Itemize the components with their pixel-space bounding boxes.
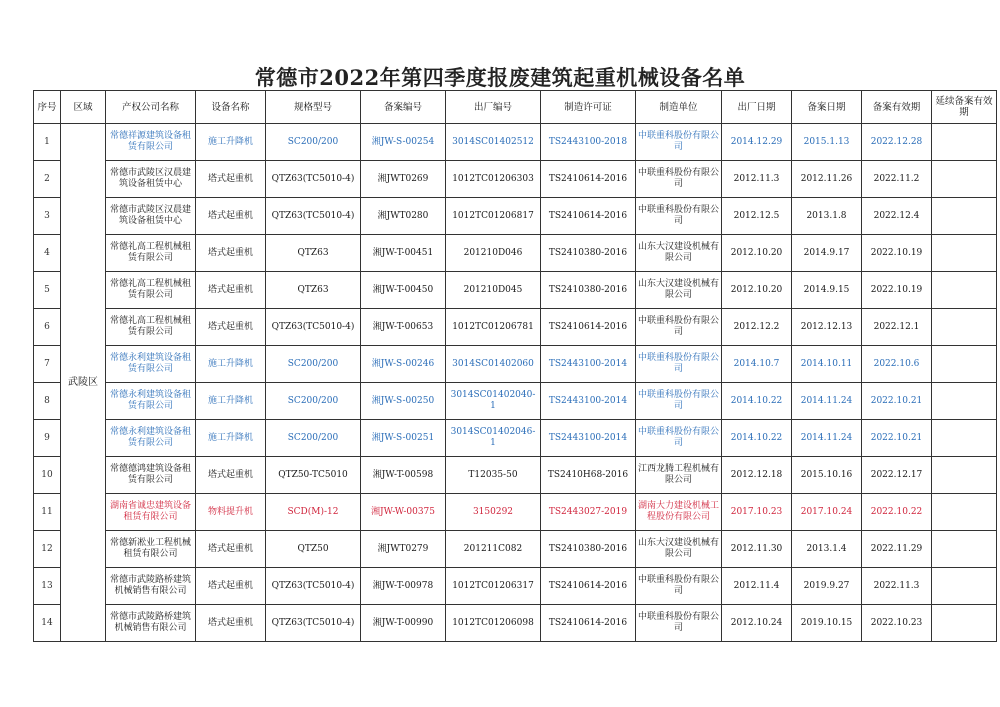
- equipment-cell: 塔式起重机: [196, 198, 266, 235]
- equipment-cell: 塔式起重机: [196, 568, 266, 605]
- record-date-cell: 2012.12.13: [792, 309, 862, 346]
- model-cell: QTZ50: [266, 531, 361, 568]
- made-date-cell: 2012.10.20: [722, 272, 792, 309]
- company-cell: 常德市武陵区汉晨建筑设备租赁中心: [106, 161, 196, 198]
- factory-no-cell: 3014SC01402060: [446, 346, 541, 383]
- factory-no-cell: 1012TC01206098: [446, 605, 541, 642]
- table-row: [34, 605, 997, 642]
- table-row: [34, 457, 997, 494]
- model-cell: SCD(M)-12: [266, 494, 361, 531]
- extension-cell: [932, 605, 997, 642]
- record-no-cell: 湘JW-S-00250: [361, 383, 446, 420]
- extension-cell: [932, 568, 997, 605]
- record-date-cell: 2015.10.16: [792, 457, 862, 494]
- extension-cell: [932, 346, 997, 383]
- maker-cell: 中联重科股份有限公司: [636, 198, 722, 235]
- model-cell: QTZ50-TC5010: [266, 457, 361, 494]
- model-cell: QTZ63: [266, 235, 361, 272]
- made-date-cell: 2017.10.23: [722, 494, 792, 531]
- row-number-cell: 7: [34, 346, 61, 383]
- extension-cell: [932, 457, 997, 494]
- column-header: 序号: [34, 91, 61, 124]
- company-cell: 常德德鸿建筑设备租赁有限公司: [106, 457, 196, 494]
- made-date-cell: 2012.12.2: [722, 309, 792, 346]
- maker-cell: 山东大汉建设机械有限公司: [636, 272, 722, 309]
- factory-no-cell: 3150292: [446, 494, 541, 531]
- model-cell: QTZ63(TC5010-4): [266, 198, 361, 235]
- maker-cell: 山东大汉建设机械有限公司: [636, 235, 722, 272]
- row-number-cell: 9: [34, 420, 61, 457]
- maker-cell: 中联重科股份有限公司: [636, 383, 722, 420]
- company-cell: 常德礼高工程机械租赁有限公司: [106, 309, 196, 346]
- column-header: 制造许可证: [541, 91, 636, 124]
- factory-no-cell: 201210D046: [446, 235, 541, 272]
- license-cell: TS2410H68-2016: [541, 457, 636, 494]
- record-no-cell: 湘JW-S-00254: [361, 124, 446, 161]
- record-date-cell: 2014.11.24: [792, 383, 862, 420]
- record-no-cell: 湘JW-T-00598: [361, 457, 446, 494]
- valid-date-cell: 2022.12.17: [862, 457, 932, 494]
- row-number-cell: 4: [34, 235, 61, 272]
- record-date-cell: 2019.10.15: [792, 605, 862, 642]
- maker-cell: 中联重科股份有限公司: [636, 420, 722, 457]
- table-row: [34, 161, 997, 198]
- license-cell: TS2410614-2016: [541, 309, 636, 346]
- record-no-cell: 湘JWT0280: [361, 198, 446, 235]
- row-number-cell: 2: [34, 161, 61, 198]
- maker-cell: 山东大汉建设机械有限公司: [636, 531, 722, 568]
- column-header: 备案日期: [792, 91, 862, 124]
- record-date-cell: 2017.10.24: [792, 494, 862, 531]
- factory-no-cell: 201211C082: [446, 531, 541, 568]
- made-date-cell: 2014.10.22: [722, 383, 792, 420]
- record-no-cell: 湘JWT0279: [361, 531, 446, 568]
- table-row: [34, 494, 997, 531]
- model-cell: SC200/200: [266, 346, 361, 383]
- equipment-cell: 塔式起重机: [196, 235, 266, 272]
- model-cell: SC200/200: [266, 124, 361, 161]
- equipment-cell: 塔式起重机: [196, 161, 266, 198]
- row-number-cell: 6: [34, 309, 61, 346]
- valid-date-cell: 2022.10.22: [862, 494, 932, 531]
- model-cell: SC200/200: [266, 383, 361, 420]
- column-header: 规格型号: [266, 91, 361, 124]
- row-number-cell: 8: [34, 383, 61, 420]
- license-cell: TS2410614-2016: [541, 198, 636, 235]
- equipment-cell: 施工升降机: [196, 420, 266, 457]
- record-date-cell: 2015.1.13: [792, 124, 862, 161]
- maker-cell: 中联重科股份有限公司: [636, 605, 722, 642]
- record-date-cell: 2014.9.17: [792, 235, 862, 272]
- made-date-cell: 2014.12.29: [722, 124, 792, 161]
- record-no-cell: 湘JW-S-00246: [361, 346, 446, 383]
- valid-date-cell: 2022.11.29: [862, 531, 932, 568]
- license-cell: TS2410614-2016: [541, 605, 636, 642]
- table-row: [34, 383, 997, 420]
- page-title: 常德市2022年第四季度报废建筑起重机械设备名单: [254, 65, 746, 90]
- record-no-cell: 湘JW-T-00653: [361, 309, 446, 346]
- table-row: [34, 124, 997, 161]
- valid-date-cell: 2022.11.3: [862, 568, 932, 605]
- factory-no-cell: 201210D045: [446, 272, 541, 309]
- table-row: [34, 568, 997, 605]
- model-cell: QTZ63(TC5010-4): [266, 309, 361, 346]
- record-date-cell: 2014.10.11: [792, 346, 862, 383]
- valid-date-cell: 2022.10.23: [862, 605, 932, 642]
- record-no-cell: 湘JW-T-00978: [361, 568, 446, 605]
- extension-cell: [932, 383, 997, 420]
- column-header: 产权公司名称: [106, 91, 196, 124]
- maker-cell: 中联重科股份有限公司: [636, 124, 722, 161]
- record-date-cell: 2013.1.4: [792, 531, 862, 568]
- equipment-cell: 塔式起重机: [196, 309, 266, 346]
- column-header: 备案编号: [361, 91, 446, 124]
- row-number-cell: 14: [34, 605, 61, 642]
- extension-cell: [932, 272, 997, 309]
- record-no-cell: 湘JW-T-00450: [361, 272, 446, 309]
- column-header: 备案有效期: [862, 91, 932, 124]
- license-cell: TS2443027-2019: [541, 494, 636, 531]
- equipment-cell: 塔式起重机: [196, 457, 266, 494]
- license-cell: TS2410380-2016: [541, 531, 636, 568]
- table-body: [34, 124, 997, 642]
- company-cell: 常德新凇业工程机械租赁有限公司: [106, 531, 196, 568]
- column-header: 出厂编号: [446, 91, 541, 124]
- column-header: 延续备案有效期: [932, 91, 997, 124]
- record-no-cell: 湘JW-S-00251: [361, 420, 446, 457]
- table-row: [34, 531, 997, 568]
- made-date-cell: 2012.12.18: [722, 457, 792, 494]
- license-cell: TS2443100-2018: [541, 124, 636, 161]
- header-row: [34, 91, 997, 124]
- table-row: [34, 420, 997, 457]
- factory-no-cell: 3014SC01402046-1: [446, 420, 541, 457]
- company-cell: 常德永利建筑设备租赁有限公司: [106, 346, 196, 383]
- equipment-cell: 塔式起重机: [196, 272, 266, 309]
- company-cell: 常德祥源建筑设备租赁有限公司: [106, 124, 196, 161]
- table-row: [34, 198, 997, 235]
- factory-no-cell: 3014SC01402512: [446, 124, 541, 161]
- model-cell: SC200/200: [266, 420, 361, 457]
- company-cell: 常德永利建筑设备租赁有限公司: [106, 383, 196, 420]
- valid-date-cell: 2022.12.28: [862, 124, 932, 161]
- maker-cell: 湖南大力建设机械工程股份有限公司: [636, 494, 722, 531]
- column-header: 区域: [61, 91, 106, 124]
- extension-cell: [932, 494, 997, 531]
- company-cell: 常德市武陵区汉晨建筑设备租赁中心: [106, 198, 196, 235]
- record-date-cell: 2019.9.27: [792, 568, 862, 605]
- made-date-cell: 2012.12.5: [722, 198, 792, 235]
- extension-cell: [932, 198, 997, 235]
- table-row: [34, 309, 997, 346]
- company-cell: 常德市武陵路桥建筑机械销售有限公司: [106, 568, 196, 605]
- factory-no-cell: 1012TC01206303: [446, 161, 541, 198]
- region-cell: 武陵区: [61, 124, 106, 642]
- extension-cell: [932, 235, 997, 272]
- license-cell: TS2443100-2014: [541, 346, 636, 383]
- table-row: [34, 235, 997, 272]
- maker-cell: 中联重科股份有限公司: [636, 161, 722, 198]
- extension-cell: [932, 161, 997, 198]
- equipment-cell: 物料提升机: [196, 494, 266, 531]
- row-number-cell: 10: [34, 457, 61, 494]
- maker-cell: 中联重科股份有限公司: [636, 568, 722, 605]
- extension-cell: [932, 420, 997, 457]
- factory-no-cell: 1012TC01206817: [446, 198, 541, 235]
- company-cell: 常德永利建筑设备租赁有限公司: [106, 420, 196, 457]
- factory-no-cell: 3014SC01402040-1: [446, 383, 541, 420]
- model-cell: QTZ63(TC5010-4): [266, 568, 361, 605]
- record-date-cell: 2012.11.26: [792, 161, 862, 198]
- company-cell: 常德礼高工程机械租赁有限公司: [106, 272, 196, 309]
- record-date-cell: 2013.1.8: [792, 198, 862, 235]
- equipment-cell: 塔式起重机: [196, 531, 266, 568]
- table-row: [34, 346, 997, 383]
- extension-cell: [932, 124, 997, 161]
- equipment-cell: 塔式起重机: [196, 605, 266, 642]
- factory-no-cell: T12035-50: [446, 457, 541, 494]
- record-date-cell: 2014.9.15: [792, 272, 862, 309]
- record-no-cell: 湘JW-W-00375: [361, 494, 446, 531]
- column-header: 出厂日期: [722, 91, 792, 124]
- valid-date-cell: 2022.10.6: [862, 346, 932, 383]
- license-cell: TS2443100-2014: [541, 420, 636, 457]
- model-cell: QTZ63: [266, 272, 361, 309]
- license-cell: TS2410614-2016: [541, 568, 636, 605]
- valid-date-cell: 2022.10.19: [862, 235, 932, 272]
- made-date-cell: 2012.10.20: [722, 235, 792, 272]
- made-date-cell: 2014.10.7: [722, 346, 792, 383]
- extension-cell: [932, 309, 997, 346]
- made-date-cell: 2012.10.24: [722, 605, 792, 642]
- row-number-cell: 1: [34, 124, 61, 161]
- row-number-cell: 11: [34, 494, 61, 531]
- license-cell: TS2443100-2014: [541, 383, 636, 420]
- row-number-cell: 12: [34, 531, 61, 568]
- company-cell: 湖南省诚忠建筑设备租赁有限公司: [106, 494, 196, 531]
- model-cell: QTZ63(TC5010-4): [266, 161, 361, 198]
- row-number-cell: 3: [34, 198, 61, 235]
- factory-no-cell: 1012TC01206781: [446, 309, 541, 346]
- license-cell: TS2410380-2016: [541, 235, 636, 272]
- column-header: 制造单位: [636, 91, 722, 124]
- equipment-table: [33, 90, 997, 642]
- table-row: [34, 272, 997, 309]
- extension-cell: [932, 531, 997, 568]
- made-date-cell: 2014.10.22: [722, 420, 792, 457]
- license-cell: TS2410380-2016: [541, 272, 636, 309]
- valid-date-cell: 2022.12.4: [862, 198, 932, 235]
- license-cell: TS2410614-2016: [541, 161, 636, 198]
- company-cell: 常德市武陵路桥建筑机械销售有限公司: [106, 605, 196, 642]
- made-date-cell: 2012.11.3: [722, 161, 792, 198]
- record-date-cell: 2014.11.24: [792, 420, 862, 457]
- valid-date-cell: 2022.10.21: [862, 383, 932, 420]
- company-cell: 常德礼高工程机械租赁有限公司: [106, 235, 196, 272]
- maker-cell: 中联重科股份有限公司: [636, 309, 722, 346]
- valid-date-cell: 2022.10.21: [862, 420, 932, 457]
- record-no-cell: 湘JW-T-00451: [361, 235, 446, 272]
- maker-cell: 中联重科股份有限公司: [636, 346, 722, 383]
- equipment-cell: 施工升降机: [196, 124, 266, 161]
- record-no-cell: 湘JW-T-00990: [361, 605, 446, 642]
- valid-date-cell: 2022.10.19: [862, 272, 932, 309]
- model-cell: QTZ63(TC5010-4): [266, 605, 361, 642]
- valid-date-cell: 2022.12.1: [862, 309, 932, 346]
- equipment-cell: 施工升降机: [196, 346, 266, 383]
- factory-no-cell: 1012TC01206317: [446, 568, 541, 605]
- valid-date-cell: 2022.11.2: [862, 161, 932, 198]
- row-number-cell: 13: [34, 568, 61, 605]
- column-header: 设备名称: [196, 91, 266, 124]
- equipment-cell: 施工升降机: [196, 383, 266, 420]
- made-date-cell: 2012.11.4: [722, 568, 792, 605]
- record-no-cell: 湘JWT0269: [361, 161, 446, 198]
- maker-cell: 江西龙腾工程机械有限公司: [636, 457, 722, 494]
- row-number-cell: 5: [34, 272, 61, 309]
- made-date-cell: 2012.11.30: [722, 531, 792, 568]
